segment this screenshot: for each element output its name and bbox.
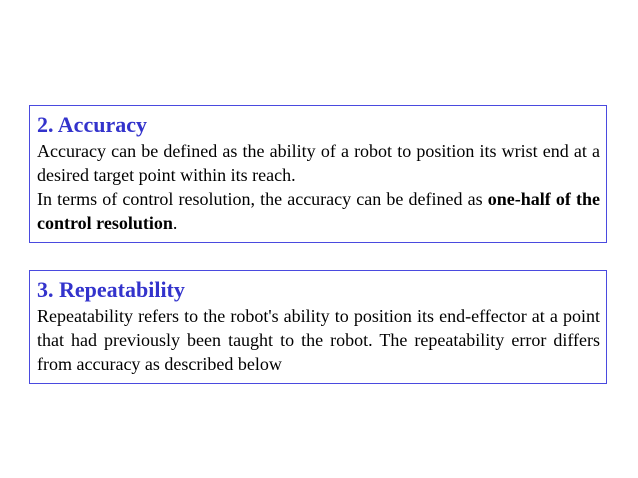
repeatability-heading: 3. Repeatability — [37, 277, 185, 302]
repeatability-definition: Repeatability refers to the robot's ability to position its end-effector at a point that had previously been taught to the robot. The repeatability error differs from accuracy as described below — [37, 306, 600, 374]
accuracy-control-resolution — [37, 187, 600, 235]
repeatability-section — [29, 270, 607, 384]
accuracy-control-resolution-prefix: In terms of control resolution, the accuracy can be defined as — [37, 189, 488, 209]
accuracy-control-resolution-suffix: . — [172, 213, 178, 233]
accuracy-control-resolution-emphasis: one-half of the control resolution — [37, 189, 600, 233]
accuracy-heading: 2. Accuracy — [37, 112, 147, 137]
accuracy-definition: Accuracy can be defined as the ability of a robot to position its wrist end at a desired target point within its reach. — [37, 141, 600, 185]
accuracy-section — [29, 105, 607, 243]
